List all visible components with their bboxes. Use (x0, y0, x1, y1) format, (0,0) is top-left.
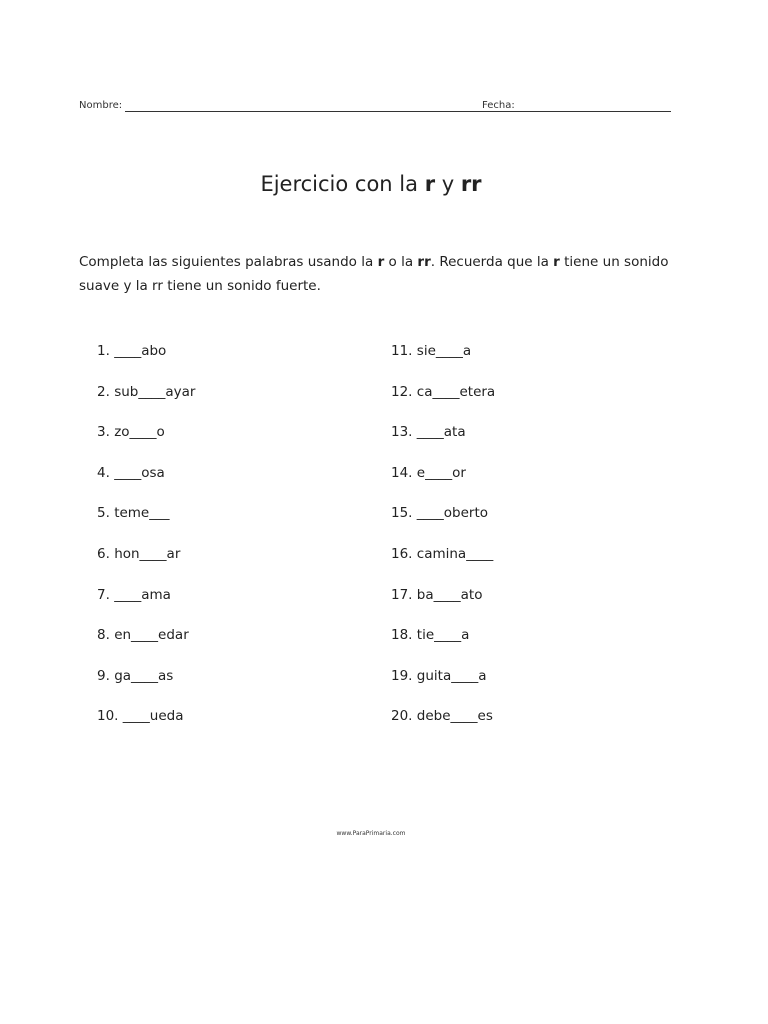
item-number: 19. (391, 667, 413, 684)
item-number: 5. (97, 505, 110, 522)
item-number: 9. (97, 667, 110, 684)
exercise-item-2 (97, 383, 357, 424)
instructions-part3: . Recuerda que la (430, 254, 554, 270)
title-r: r (424, 172, 436, 196)
instructions-part2: o la (384, 254, 418, 270)
title-middle: y (435, 172, 461, 196)
item-word: ba____ato (416, 586, 483, 603)
item-number: 3. (97, 424, 110, 441)
exercise-item-12 (391, 383, 651, 424)
item-word: zo____o (114, 424, 165, 441)
item-word: hon____ar (114, 545, 181, 562)
nombre-label: Nombre: (79, 100, 123, 111)
instructions-part1: Completa las siguientes palabras usando la (79, 254, 378, 270)
exercise-item-3 (97, 423, 357, 464)
fecha-line (514, 111, 671, 112)
instructions-rr1: rr (417, 254, 431, 270)
title-rr: rr (460, 172, 482, 196)
item-number: 8. (97, 627, 110, 644)
item-word: ____ueda (122, 708, 184, 725)
item-word: tie____a (416, 627, 470, 644)
item-word: e____or (416, 464, 466, 481)
exercise-column-left (97, 342, 357, 748)
item-word: ga____as (114, 667, 174, 684)
item-word: teme___ (114, 505, 170, 522)
exercise-item-16 (391, 545, 651, 586)
exercise-item-19 (391, 667, 651, 708)
exercise-item-13 (391, 423, 651, 464)
item-number: 16. (391, 545, 413, 562)
item-number: 13. (391, 424, 413, 441)
exercise-item-1 (97, 342, 357, 383)
item-word: ca____etera (416, 383, 496, 400)
page-title (0, 172, 742, 196)
exercise-item-9 (97, 667, 357, 708)
item-number: 11. (391, 343, 413, 359)
exercise-item-8 (97, 626, 357, 667)
instructions (79, 250, 669, 298)
fecha-label: Fecha: (482, 100, 515, 111)
item-word: ____abo (114, 343, 167, 359)
item-number: 2. (97, 383, 110, 400)
item-number: 7. (97, 586, 110, 603)
item-word: sie____a (416, 343, 472, 359)
item-number: 14. (391, 464, 413, 481)
item-word: camina____ (416, 545, 494, 562)
item-word: ____osa (114, 464, 165, 481)
item-word: sub____ayar (114, 383, 196, 400)
item-number: 6. (97, 545, 110, 562)
title-prefix: Ejercicio con la (260, 172, 425, 196)
item-word: debe____es (416, 708, 493, 725)
footer-url: www.ParaPrimaria.com (336, 830, 406, 837)
instructions-part4: tiene un sonido suave y la rr tiene un sonido fuerte. (79, 254, 669, 294)
item-word: guita____a (416, 667, 487, 684)
exercise-item-17 (391, 586, 651, 627)
item-number: 20. (391, 708, 413, 725)
item-number: 15. (391, 505, 413, 522)
item-number: 18. (391, 627, 413, 644)
item-number: 12. (391, 383, 413, 400)
item-number: 4. (97, 464, 110, 481)
exercise-item-6 (97, 545, 357, 586)
exercise-column-right (391, 342, 651, 748)
exercise-item-10 (97, 707, 357, 748)
exercise-item-20 (391, 707, 651, 748)
item-word: ____oberto (416, 505, 489, 522)
exercise-item-15 (391, 504, 651, 545)
exercise-item-7 (97, 586, 357, 627)
item-number: 1. (97, 343, 110, 359)
exercise-item-14 (391, 464, 651, 505)
exercise-item-4 (97, 464, 357, 505)
item-number: 10. (97, 708, 119, 725)
worksheet-header (79, 99, 674, 115)
exercise-item-5 (97, 504, 357, 545)
item-number: 17. (391, 586, 413, 603)
instructions-r2: r (553, 254, 560, 270)
exercise-item-18 (391, 626, 651, 667)
item-word: ____ama (114, 586, 171, 603)
instructions-r1: r (377, 254, 385, 270)
item-word: ____ata (416, 424, 466, 441)
exercise-item-11 (391, 342, 651, 383)
item-word: en____edar (114, 627, 189, 644)
